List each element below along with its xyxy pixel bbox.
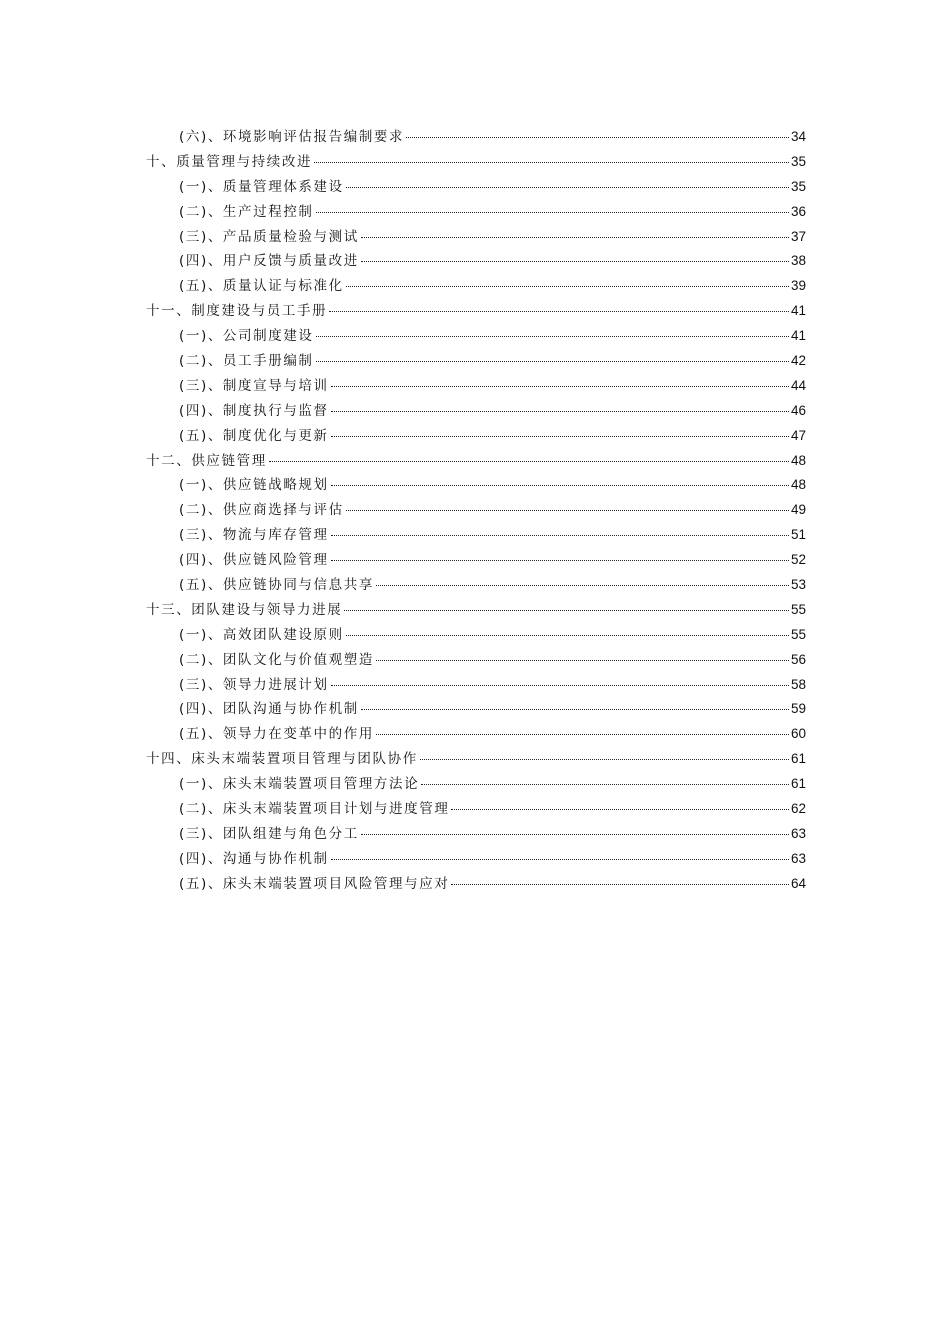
table-of-contents: [146, 125, 806, 897]
toc-page-number: 41: [790, 303, 806, 319]
toc-section-entry[interactable]: [146, 673, 806, 698]
toc-entry-title: (二)、供应商选择与评估: [179, 502, 344, 519]
toc-section-entry[interactable]: [146, 125, 806, 150]
dot-leader: [331, 436, 789, 437]
dot-leader: [331, 560, 789, 561]
toc-entry-title: (三)、物流与库存管理: [179, 527, 329, 544]
toc-entry-title: (一)、床头末端装置项目管理方法论: [179, 776, 420, 793]
dot-leader: [346, 635, 789, 636]
toc-entry-title: (一)、质量管理体系建设: [179, 178, 344, 195]
toc-entry-title: (四)、供应链风险管理: [179, 552, 329, 569]
toc-entry-title: 十三、团队建设与领导力进展: [146, 601, 343, 618]
toc-page-number: 34: [790, 129, 806, 144]
toc-entry-title: (五)、领导力在变革中的作用: [179, 726, 374, 743]
dot-leader: [376, 734, 789, 735]
dot-leader: [316, 336, 789, 337]
toc-section-entry[interactable]: [146, 772, 806, 797]
toc-page-number: 59: [790, 701, 806, 717]
toc-entry-title: (六)、环境影响评估报告编制要求: [179, 129, 405, 145]
dot-leader: [376, 585, 789, 586]
toc-page-number: 36: [790, 203, 806, 219]
toc-chapter-entry[interactable]: [146, 299, 806, 324]
toc-section-entry[interactable]: [146, 648, 806, 673]
toc-entry-title: (三)、领导力进展计划: [179, 676, 329, 693]
toc-entry-title: (二)、床头末端装置项目计划与进度管理: [179, 801, 450, 818]
dot-leader: [331, 485, 789, 486]
dot-leader: [346, 187, 789, 188]
toc-section-entry[interactable]: [146, 399, 806, 424]
dot-leader: [361, 237, 789, 238]
dot-leader: [451, 884, 789, 885]
toc-entry-title: (二)、团队文化与价值观塑造: [179, 651, 374, 668]
dot-leader: [331, 859, 789, 860]
dot-leader: [344, 610, 789, 611]
toc-entry-title: (五)、供应链协同与信息共享: [179, 577, 374, 594]
toc-section-entry[interactable]: [146, 523, 806, 548]
toc-page-number: 47: [790, 427, 806, 443]
toc-entry-title: (四)、沟通与协作机制: [179, 850, 329, 867]
toc-entry-title: (四)、制度执行与监督: [179, 402, 329, 419]
dot-leader: [420, 759, 789, 760]
toc-page-number: 61: [790, 776, 806, 792]
toc-page-number: 37: [790, 228, 806, 244]
dot-leader: [406, 137, 789, 138]
dot-leader: [314, 162, 789, 163]
toc-entry-title: 十一、制度建设与员工手册: [146, 303, 328, 320]
toc-section-entry[interactable]: [146, 822, 806, 847]
toc-entry-title: (五)、床头末端装置项目风险管理与应对: [179, 875, 450, 892]
toc-page-number: 39: [790, 278, 806, 294]
toc-page-number: 55: [790, 601, 806, 617]
toc-page-number: 60: [790, 726, 806, 742]
toc-page-number: 35: [790, 153, 806, 169]
dot-leader: [331, 411, 789, 412]
toc-section-entry[interactable]: [146, 623, 806, 648]
dot-leader: [361, 709, 789, 710]
toc-entry-title: (一)、供应链战略规划: [179, 477, 329, 494]
toc-section-entry[interactable]: [146, 548, 806, 573]
toc-chapter-entry[interactable]: [146, 598, 806, 623]
toc-section-entry[interactable]: [146, 722, 806, 747]
dot-leader: [376, 660, 789, 661]
toc-section-entry[interactable]: [146, 274, 806, 299]
dot-leader: [316, 212, 789, 213]
dot-leader: [316, 361, 789, 362]
toc-section-entry[interactable]: [146, 324, 806, 349]
toc-page-number: 48: [790, 477, 806, 493]
toc-section-entry[interactable]: [146, 847, 806, 872]
toc-page-number: 58: [790, 676, 806, 692]
toc-section-entry[interactable]: [146, 872, 806, 897]
toc-entry-title: 十、质量管理与持续改进: [146, 153, 313, 170]
toc-section-entry[interactable]: [146, 200, 806, 225]
toc-page-number: 55: [790, 626, 806, 642]
toc-page-number: 41: [790, 328, 806, 344]
dot-leader: [421, 784, 789, 785]
toc-section-entry[interactable]: [146, 473, 806, 498]
dot-leader: [329, 311, 789, 312]
dot-leader: [331, 535, 789, 536]
toc-page-number: 56: [790, 651, 806, 667]
toc-chapter-entry[interactable]: [146, 449, 806, 474]
toc-entry-title: (二)、员工手册编制: [179, 353, 314, 370]
toc-page-number: 38: [790, 253, 806, 269]
toc-section-entry[interactable]: [146, 374, 806, 399]
toc-entry-title: (一)、高效团队建设原则: [179, 626, 344, 643]
toc-page-number: 63: [790, 850, 806, 866]
dot-leader: [269, 461, 789, 462]
toc-page-number: 62: [790, 801, 806, 817]
toc-chapter-entry[interactable]: [146, 150, 806, 175]
toc-page-number: 51: [790, 527, 806, 543]
toc-section-entry[interactable]: [146, 424, 806, 449]
dot-leader: [361, 261, 789, 262]
dot-leader: [361, 834, 789, 835]
toc-section-entry[interactable]: [146, 225, 806, 250]
toc-entry-title: 十四、床头末端装置项目管理与团队协作: [146, 751, 418, 768]
toc-page-number: 64: [790, 875, 806, 891]
toc-page-number: 63: [790, 825, 806, 841]
toc-entry-title: (三)、产品质量检验与测试: [179, 228, 359, 245]
toc-entry-title: (五)、制度优化与更新: [179, 427, 329, 444]
toc-page-number: 42: [790, 353, 806, 369]
toc-section-entry[interactable]: [146, 249, 806, 274]
toc-page-number: 52: [790, 552, 806, 568]
toc-entry-title: (五)、质量认证与标准化: [179, 278, 344, 295]
toc-entry-title: (三)、团队组建与角色分工: [179, 825, 359, 842]
toc-entry-title: (一)、公司制度建设: [179, 328, 314, 345]
toc-entry-title: (四)、团队沟通与协作机制: [179, 701, 359, 718]
toc-section-entry[interactable]: [146, 573, 806, 598]
toc-entry-title: (三)、制度宣导与培训: [179, 377, 329, 394]
toc-page-number: 48: [790, 452, 806, 468]
toc-entry-title: (四)、用户反馈与质量改进: [179, 253, 359, 270]
toc-section-entry[interactable]: [146, 797, 806, 822]
toc-chapter-entry[interactable]: [146, 747, 806, 772]
dot-leader: [451, 809, 789, 810]
toc-page-number: 61: [790, 751, 806, 767]
dot-leader: [346, 286, 789, 287]
toc-entry-title: (二)、生产过程控制: [179, 203, 314, 220]
toc-page-number: 44: [790, 377, 806, 393]
toc-page-number: 49: [790, 502, 806, 518]
toc-section-entry[interactable]: [146, 349, 806, 374]
dot-leader: [331, 685, 789, 686]
toc-section-entry[interactable]: [146, 697, 806, 722]
toc-page-number: 53: [790, 577, 806, 593]
toc-section-entry[interactable]: [146, 175, 806, 200]
toc-entry-title: 十二、供应链管理: [146, 452, 267, 469]
toc-page-number: 46: [790, 402, 806, 418]
toc-page-number: 35: [790, 178, 806, 194]
toc-section-entry[interactable]: [146, 498, 806, 523]
dot-leader: [331, 386, 789, 387]
dot-leader: [346, 510, 789, 511]
